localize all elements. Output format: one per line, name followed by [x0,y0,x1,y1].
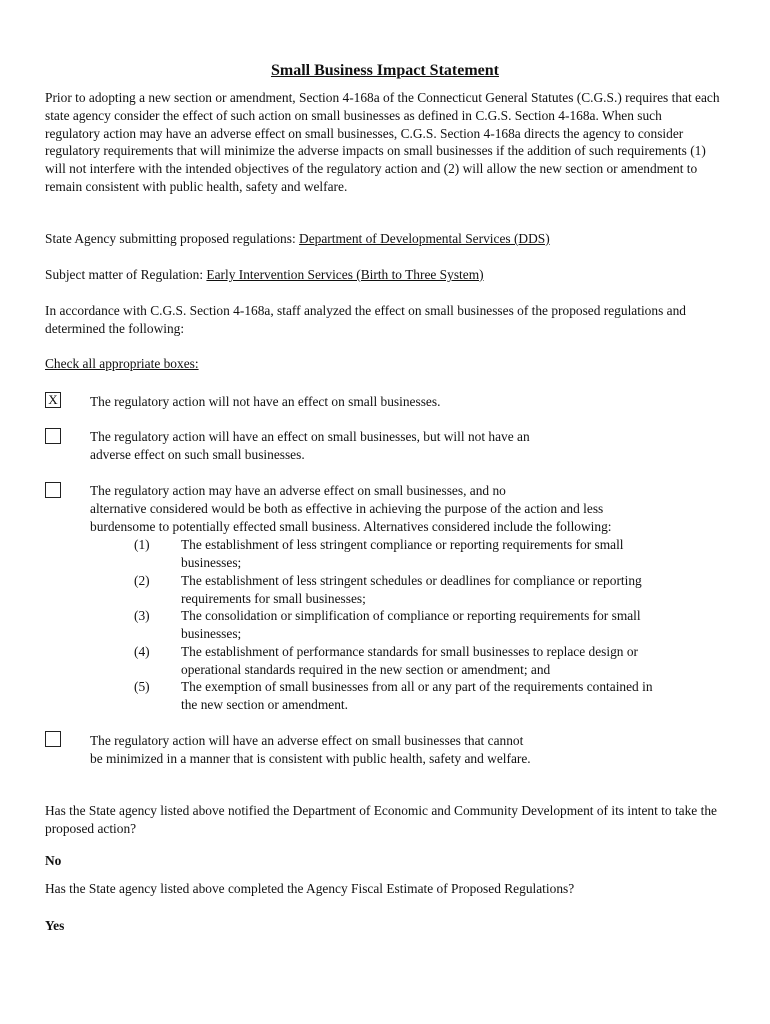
agency-line [45,230,720,248]
subject-value: Early Intervention Services (Birth to Three System) [206,267,484,282]
check-heading: Check all appropriate boxes: [45,356,199,371]
alternative-line: businesses; [181,626,242,641]
alternative-line: The exemption of small businesses from all or any part of the requirements contained in [181,679,653,694]
option-adverse-cannot-minimize-line2: be minimized in a manner that is consistent with public health, safety and welfare. [90,751,531,766]
page-title: Small Business Impact Statement [270,62,499,79]
agency-label: State Agency submitting proposed regulations: [45,231,300,246]
agency-value: Department of Developmental Services (DDS) [299,231,550,246]
option-may-have-adverse-line3: burdensome to potentially effected small business. Alternatives considered include the following: [90,519,612,534]
alternative-line: The establishment of performance standards for small businesses to replace design or [181,644,639,659]
subject-line [45,266,720,284]
checkbox-no-effect[interactable]: X [45,392,61,408]
question-fiscal-estimate: Has the State agency listed above completed the Agency Fiscal Estimate of Proposed Regulations? [45,881,575,896]
answer-decd-notified: No [45,853,62,868]
intro-paragraph: Prior to adopting a new section or amendment, Section 4-168a of the Connecticut General Statutes (C.G.S.) requires that each state agency consider the effect of such action on small businesses as defined in C.G.S. Section 4-168a. When such regulatory action may have an adverse effect on small businesses, C.G.S. Section 4-168a directs the agency to consider regulatory requirements that will minimize the adverse impacts on small businesses if the addition of such requirements (1) will not interfere with the intended objectives of the regulatory action and (2) will allow the new section or amendment to remain consistent with public health, safety and welfare. [45,90,720,194]
alternative-number: (4) [134,644,150,659]
alternative-line: businesses; [181,555,242,570]
alternative-number: (2) [134,573,150,588]
alternative-line: The consolidation or simplification of compliance or reporting requirements for small [181,608,641,623]
option-may-have-adverse-line2: alternative considered would be both as effective in achieving the purpose of the action and less [90,501,604,516]
alternative-line: operational standards required in the new section or amendment; and [181,662,551,677]
option-effect-not-adverse-line1: The regulatory action will have an effect on small businesses, but will not have an [90,429,530,444]
checkbox-adverse-cannot-minimize[interactable] [45,731,61,747]
alternative-number: (1) [134,537,150,552]
answer-fiscal-estimate: Yes [45,918,65,933]
alternative-line: The establishment of less stringent schedules or deadlines for compliance or reporting [181,573,642,588]
analysis-paragraph: In accordance with C.G.S. Section 4-168a, staff analyzed the effect on small businesses of the proposed regulations and determined the following: [45,303,686,336]
subject-label: Subject matter of Regulation: [45,267,207,282]
checkbox-may-have-adverse[interactable] [45,482,61,498]
option-may-have-adverse-line1: The regulatory action may have an adverse effect on small businesses, and no [90,483,506,498]
alternative-line: requirements for small businesses; [181,591,366,606]
alternative-line: The establishment of less stringent compliance or reporting requirements for small [181,537,624,552]
option-effect-not-adverse-line2: adverse effect on such small businesses. [90,447,305,462]
question-decd-notified: Has the State agency listed above notified the Department of Economic and Community Development of its intent to take the proposed action? [45,803,717,836]
option-adverse-cannot-minimize-line1: The regulatory action will have an adverse effect on small businesses that cannot [90,733,524,748]
alternative-number: (3) [134,608,150,623]
alternative-number: (5) [134,679,150,694]
option-no-effect-text: The regulatory action will not have an effect on small businesses. [90,394,441,409]
alternative-line: the new section or amendment. [181,697,348,712]
checkbox-effect-not-adverse[interactable] [45,428,61,444]
